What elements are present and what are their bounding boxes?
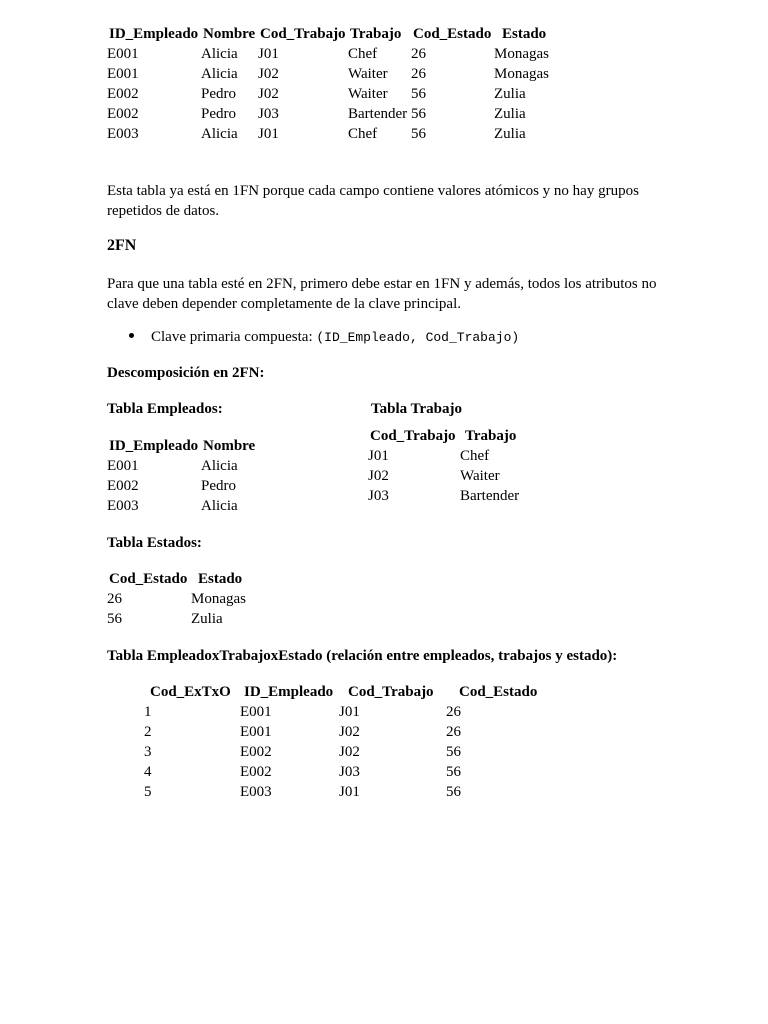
column-header: Trabajo: [350, 26, 402, 42]
column-header: Trabajo: [465, 428, 517, 444]
bullet-icon: [129, 333, 134, 338]
table-cell: E001: [240, 724, 272, 740]
decomposition-title: Descomposición en 2FN:: [107, 365, 265, 381]
table-row: [368, 466, 540, 486]
table-cell: E001: [107, 458, 139, 474]
column-header: Cod_Trabajo: [348, 684, 434, 700]
table-cell: E002: [107, 478, 139, 494]
trabajo-table-title: Tabla Trabajo: [371, 401, 463, 417]
table-cell: Monagas: [494, 66, 549, 82]
table-cell: J01: [258, 126, 279, 142]
table-row: [107, 64, 564, 84]
table-cell: Pedro: [201, 106, 236, 122]
table-cell: J02: [368, 468, 389, 484]
table-cell: E002: [240, 744, 272, 760]
column-header: ID_Empleado: [244, 684, 334, 700]
column-header: Nombre: [203, 26, 256, 42]
table-header-row: [107, 569, 271, 589]
table-cell: 26: [446, 724, 461, 740]
column-header: Cod_Estado: [413, 26, 492, 42]
table-cell: 3: [144, 744, 152, 760]
table-cell: E003: [240, 784, 272, 800]
estados-table-title: Tabla Estados:: [107, 535, 202, 551]
table-cell: E001: [107, 66, 139, 82]
column-header: ID_Empleado: [109, 26, 199, 42]
table-cell: J01: [339, 704, 360, 720]
table-cell: J02: [258, 66, 279, 82]
table-cell: 56: [411, 106, 426, 122]
table-cell: J03: [368, 488, 389, 504]
table-row: [144, 722, 546, 742]
table-cell: Alicia: [201, 66, 238, 82]
table-cell: 26: [107, 591, 122, 607]
table-cell: J02: [339, 744, 360, 760]
trabajo-table: [368, 426, 540, 506]
bullet-code: (ID_Empleado, Cod_Trabajo): [316, 330, 520, 345]
column-header: Estado: [502, 26, 547, 42]
table-cell: Zulia: [494, 86, 526, 102]
table-row: [107, 124, 564, 144]
bullet-item: [129, 327, 519, 348]
table-cell: E002: [107, 106, 139, 122]
table-row: [107, 44, 564, 64]
table-cell: Chef: [348, 126, 378, 142]
table-cell: Waiter: [348, 66, 388, 82]
table-cell: 56: [446, 764, 461, 780]
table-cell: 56: [411, 126, 426, 142]
column-header: Nombre: [203, 438, 256, 454]
table-cell: E002: [240, 764, 272, 780]
table-row: [107, 84, 564, 104]
table-cell: 1: [144, 704, 152, 720]
table-header-row: [107, 24, 564, 44]
table-cell: Chef: [460, 448, 490, 464]
table-cell: Zulia: [494, 106, 526, 122]
table-row: [107, 609, 271, 629]
table-cell: 56: [446, 784, 461, 800]
table-cell: 56: [411, 86, 426, 102]
table-cell: Waiter: [348, 86, 388, 102]
table-cell: 26: [411, 46, 426, 62]
table-cell: E001: [107, 46, 139, 62]
table-header-row: [144, 682, 546, 702]
table-cell: Alicia: [201, 498, 238, 514]
table-cell: J01: [258, 46, 279, 62]
table-cell: E001: [240, 704, 272, 720]
table-row: [107, 104, 564, 124]
relacion-table: [144, 682, 546, 802]
table-header-row: [368, 426, 540, 446]
table-cell: Pedro: [201, 478, 236, 494]
column-header: Cod_ExTxO: [150, 684, 231, 700]
table-row: [107, 496, 271, 516]
table-cell: J02: [339, 724, 360, 740]
table-row: [144, 782, 546, 802]
table-cell: Bartender: [348, 106, 408, 122]
table-cell: 56: [446, 744, 461, 760]
empleados-table: [107, 436, 271, 516]
paragraph-1fn: Esta tabla ya está en 1FN porque cada campo contiene valores atómicos y no hay grupos repetidos de datos.: [107, 183, 639, 219]
table-cell: Bartender: [460, 488, 520, 504]
table-cell: E002: [107, 86, 139, 102]
column-header: ID_Empleado: [109, 438, 199, 454]
table-cell: Alicia: [201, 46, 238, 62]
table-header-row: [107, 436, 271, 456]
column-header: Cod_Estado: [459, 684, 538, 700]
table-cell: 2: [144, 724, 152, 740]
column-header: Cod_Trabajo: [260, 26, 346, 42]
relacion-table-title: Tabla EmpleadoxTrabajoxEstado (relación entre empleados, trabajos y estado):: [107, 648, 618, 664]
column-header: Cod_Estado: [109, 571, 188, 587]
table-row: [368, 446, 540, 466]
table-row: [144, 762, 546, 782]
table-cell: E003: [107, 126, 139, 142]
main-table: [107, 24, 564, 144]
table-row: [107, 476, 271, 496]
table-cell: Zulia: [494, 126, 526, 142]
table-cell: Waiter: [460, 468, 500, 484]
table-row: [368, 486, 540, 506]
table-cell: 56: [107, 611, 122, 627]
table-row: [107, 456, 271, 476]
table-cell: 5: [144, 784, 152, 800]
paragraph-2fn: Para que una tabla esté en 2FN, primero debe estar en 1FN y además, todos los atributos no clave deben depender completamente de la clave principal.: [107, 276, 657, 312]
table-row: [144, 702, 546, 722]
table-cell: J03: [258, 106, 279, 122]
table-cell: Chef: [348, 46, 378, 62]
table-row: [107, 589, 271, 609]
table-cell: Alicia: [201, 458, 238, 474]
table-cell: Pedro: [201, 86, 236, 102]
table-cell: Monagas: [494, 46, 549, 62]
table-cell: J01: [339, 784, 360, 800]
table-cell: Monagas: [191, 591, 246, 607]
table-cell: 26: [411, 66, 426, 82]
table-cell: 26: [446, 704, 461, 720]
table-cell: J01: [368, 448, 389, 464]
table-cell: J02: [258, 86, 279, 102]
table-cell: Zulia: [191, 611, 223, 627]
section-heading-2fn: 2FN: [107, 237, 137, 254]
table-cell: 4: [144, 764, 152, 780]
empleados-table-title: Tabla Empleados:: [107, 401, 223, 417]
column-header: Cod_Trabajo: [370, 428, 456, 444]
column-header: Estado: [198, 571, 243, 587]
table-cell: J03: [339, 764, 360, 780]
bullet-label: Clave primaria compuesta:: [151, 329, 317, 345]
table-cell: E003: [107, 498, 139, 514]
table-cell: Alicia: [201, 126, 238, 142]
table-row: [144, 742, 546, 762]
estados-table: [107, 569, 271, 629]
